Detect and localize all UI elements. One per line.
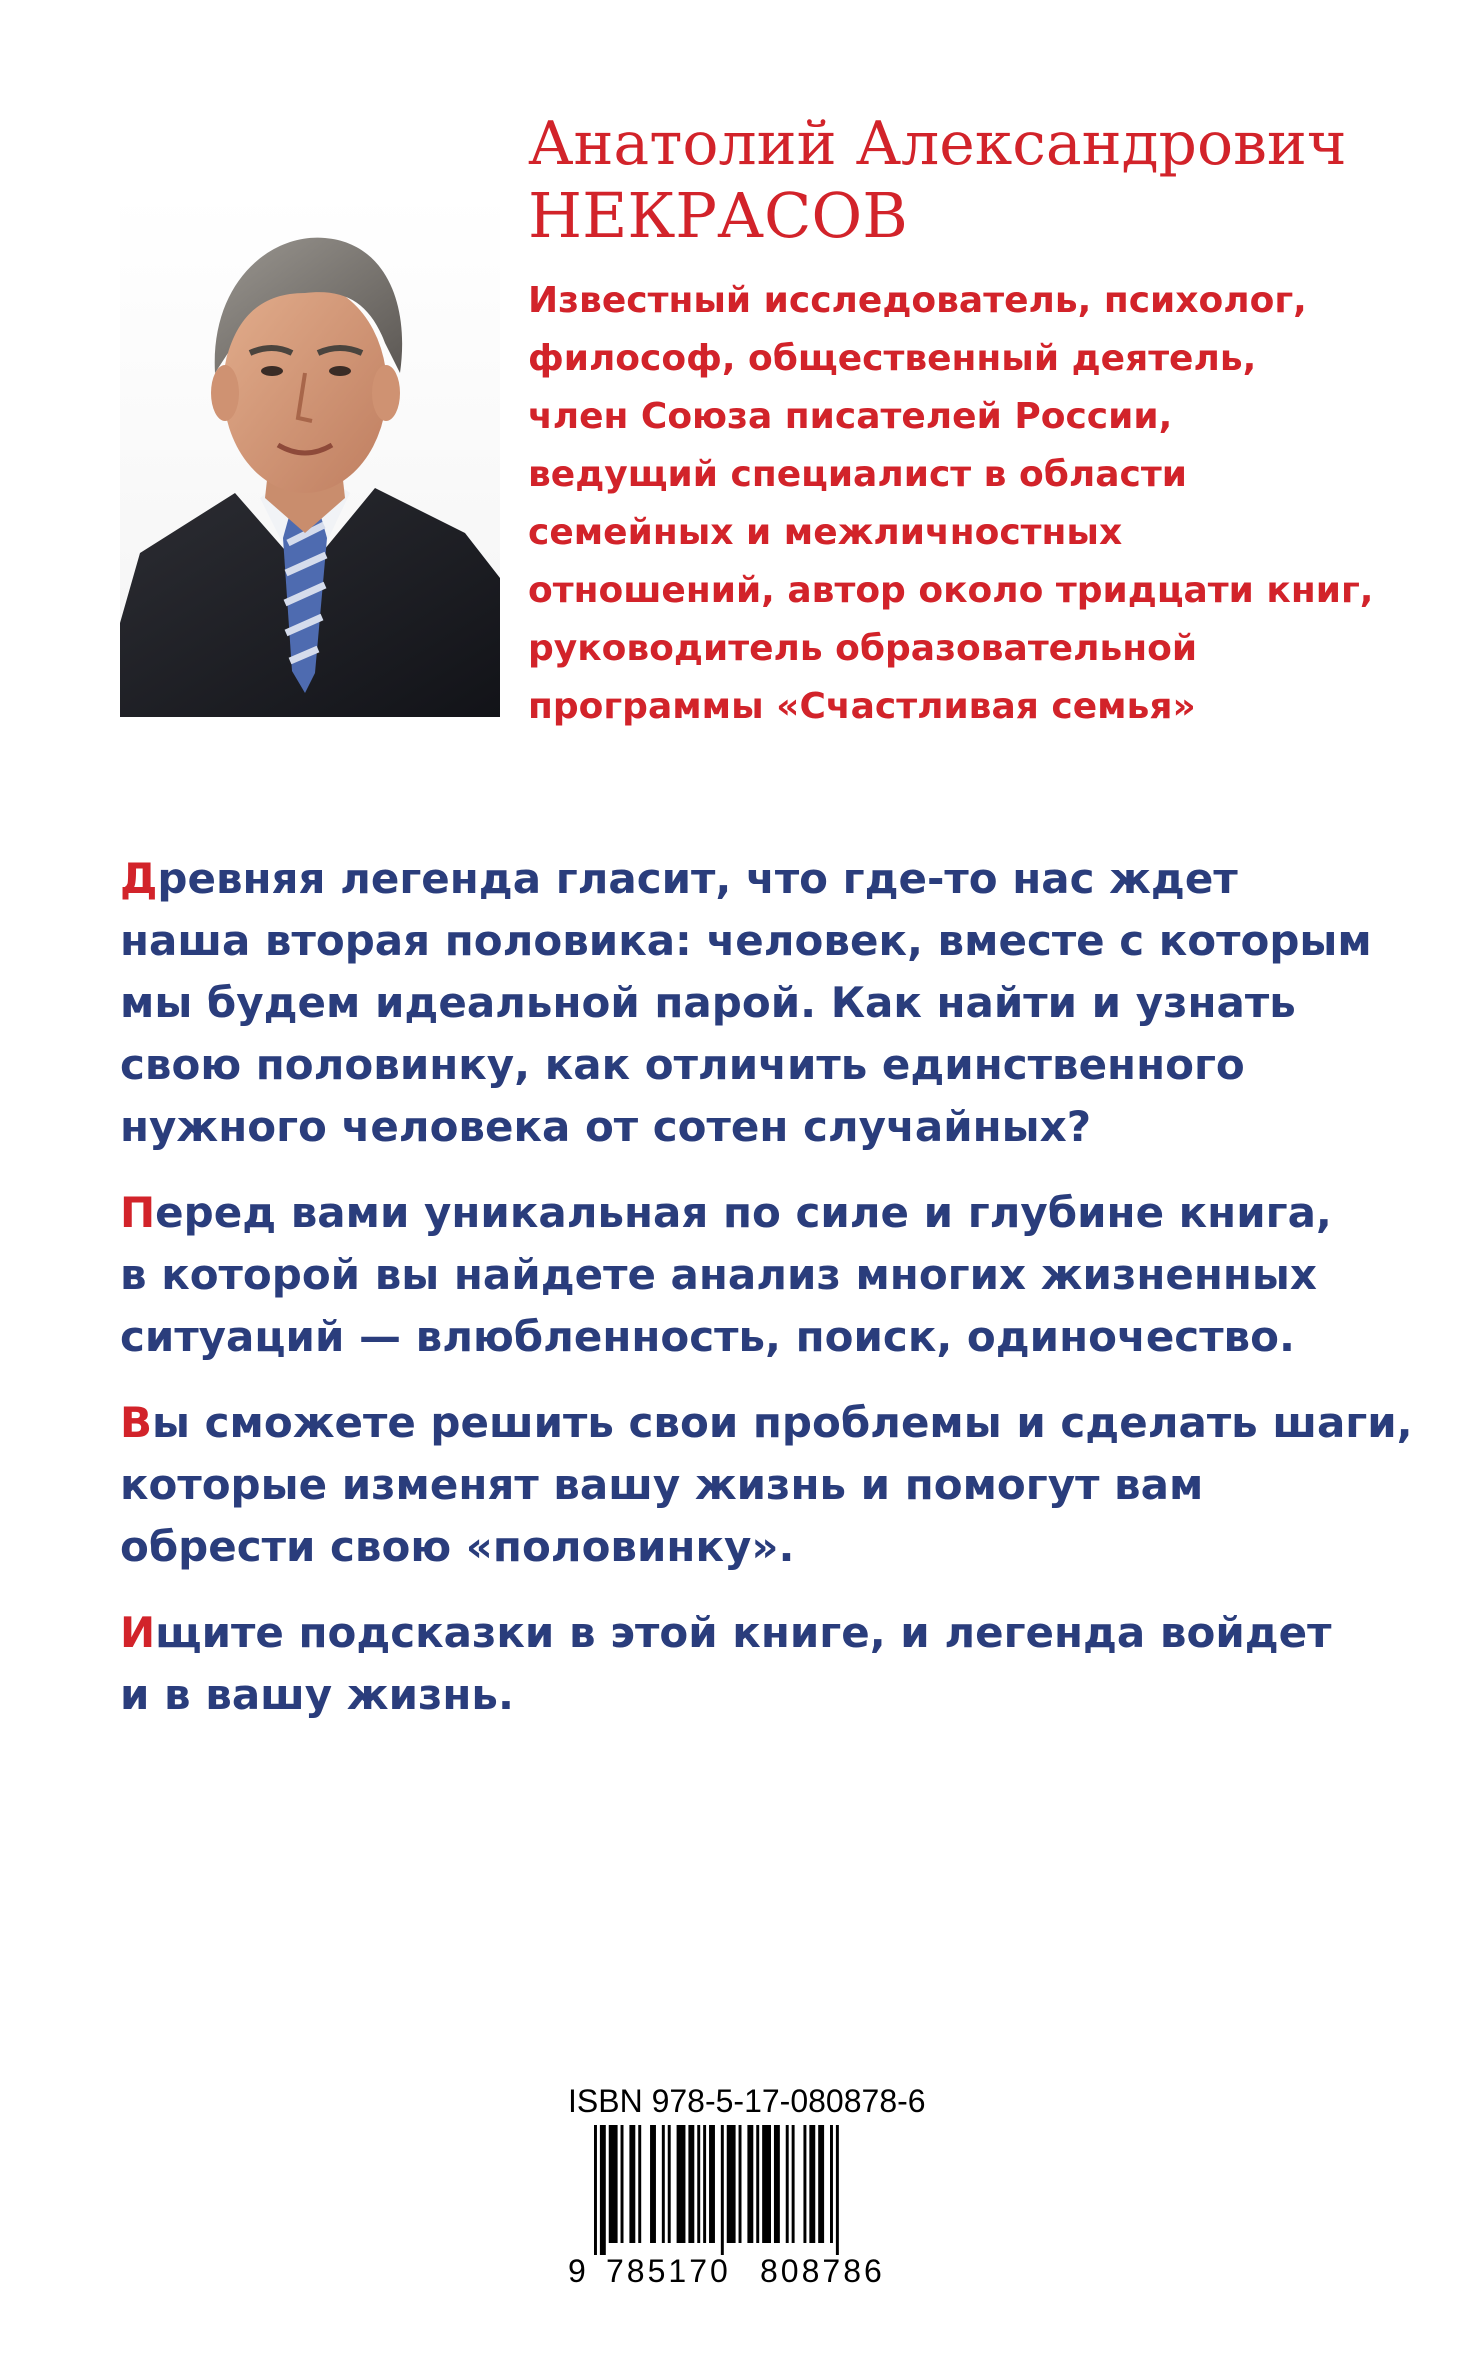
barcode-bar <box>677 2125 686 2243</box>
barcode-digits-right: 808786 <box>760 2253 885 2289</box>
barcode-bar <box>703 2125 706 2243</box>
barcode-bars <box>568 2125 904 2255</box>
barcode-bar <box>818 2125 824 2243</box>
bio-line: отношений, автор около тридцати книг, <box>528 570 1374 611</box>
blurb-line: и в вашу жизнь. <box>120 1670 514 1719</box>
blurb-line-text: еред вами уникальная по силе и глубине книга, <box>155 1188 1332 1237</box>
barcode-bar <box>697 2125 700 2243</box>
barcode-bar <box>774 2125 780 2243</box>
barcode-bar <box>668 2125 671 2243</box>
bio-line: ведущий специалист в области <box>528 454 1187 495</box>
bio-line: руководитель образовательной <box>528 628 1198 669</box>
blurb-paragraph <box>120 848 1450 1158</box>
drop-initial: Д <box>120 854 158 903</box>
blurb-line: свою половинку, как отличить единственного <box>120 1040 1245 1089</box>
barcode-digits <box>568 2253 904 2289</box>
isbn-barcode <box>568 2083 926 2291</box>
drop-initial: И <box>120 1608 156 1657</box>
barcode-bar <box>629 2125 635 2243</box>
blurb-line: нужного человека от сотен случайных? <box>120 1102 1092 1151</box>
blurb-line <box>120 848 1450 910</box>
blurb-line <box>120 1182 1450 1244</box>
barcode-bar <box>709 2125 715 2243</box>
barcode-bar <box>727 2125 736 2243</box>
barcode-bar <box>836 2125 839 2255</box>
blurb-line: которые изменят вашу жизнь и помогут вам <box>120 1460 1204 1509</box>
bio-line: философ, общественный деятель, <box>528 338 1257 379</box>
isbn-label: ISBN 978-5-17-080878-6 <box>568 2083 926 2119</box>
blurb-line <box>120 1602 1450 1664</box>
bio-line: программы «Счастливая семья» <box>528 686 1196 727</box>
barcode-bar <box>621 2125 624 2243</box>
blurb-line: обрести свою «половинку». <box>120 1522 795 1571</box>
barcode-digits-left: 785170 <box>606 2253 731 2289</box>
blurb-line: в которой вы найдете анализ многих жизненных <box>120 1250 1317 1299</box>
bio-line: семейных и межличностных <box>528 512 1123 553</box>
blurb-line <box>120 1392 1450 1454</box>
barcode-bar <box>762 2125 771 2243</box>
bio-line: член Союза писателей России, <box>528 396 1173 437</box>
blurb-paragraph <box>120 1392 1450 1578</box>
author-name <box>528 108 1428 252</box>
blurb-line: мы будем идеальной парой. Как найти и узнать <box>120 978 1296 1027</box>
barcode-bar <box>662 2125 665 2243</box>
barcode-bar <box>739 2125 742 2243</box>
drop-initial: П <box>120 1188 156 1237</box>
barcode-bar <box>792 2125 795 2243</box>
blurb-line: ситуаций — влюбленность, поиск, одиночество. <box>120 1312 1295 1361</box>
author-bio <box>528 272 1458 736</box>
barcode-bar <box>721 2125 724 2255</box>
blurb-line-text: щите подсказки в этой книге, и легенда войдет <box>155 1608 1332 1657</box>
author-last-name: НЕКРАСОВ <box>528 179 908 252</box>
barcode-bar <box>809 2125 815 2243</box>
barcode-bar <box>747 2125 753 2243</box>
blurb-line-text: ы сможете решить свои проблемы и сделать шаги, <box>152 1398 1413 1447</box>
barcode-bar <box>786 2125 789 2243</box>
blurb-line: наша вторая половика: человек, вместе с которым <box>120 916 1372 965</box>
blurb-line-text: ревняя легенда гласит, что где-то нас ждет <box>157 854 1238 903</box>
bio-line: Известный исследователь, психолог, <box>528 280 1307 321</box>
author-portrait <box>120 193 500 717</box>
barcode-bar <box>650 2125 656 2243</box>
book-blurb <box>120 848 1450 1750</box>
barcode-bar <box>600 2125 606 2255</box>
barcode-digit-lead: 9 <box>568 2253 586 2289</box>
barcode-bar <box>638 2125 641 2243</box>
barcode-bar <box>688 2125 694 2243</box>
blurb-paragraph <box>120 1182 1450 1368</box>
barcode-bar <box>609 2125 618 2243</box>
author-first-names: Анатолий Александрович <box>528 109 1347 179</box>
drop-initial: В <box>120 1398 153 1447</box>
blurb-paragraph <box>120 1602 1450 1726</box>
barcode-bar <box>594 2125 597 2255</box>
barcode-bar <box>803 2125 806 2243</box>
barcode-bar <box>830 2125 833 2243</box>
barcode-bar <box>756 2125 759 2243</box>
